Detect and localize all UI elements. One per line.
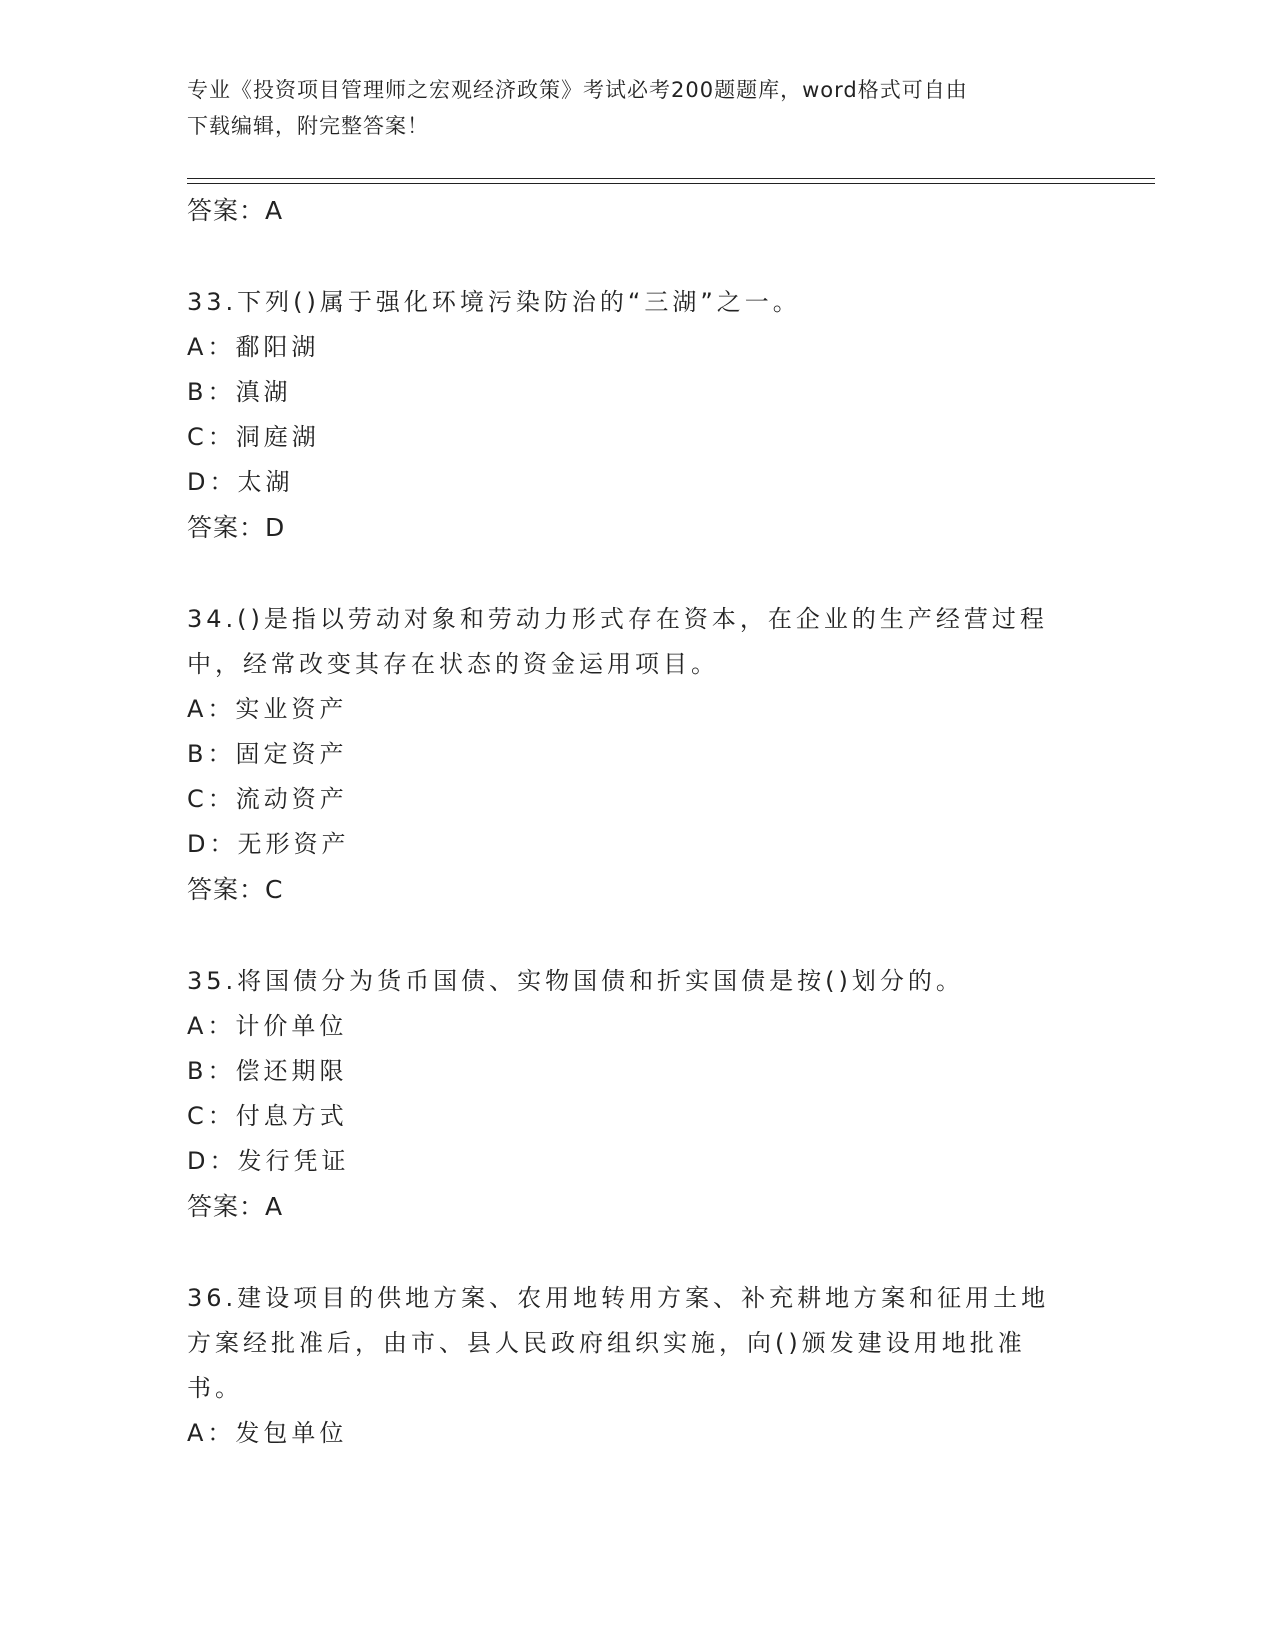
answer-line: 答案：A: [187, 1192, 284, 1221]
header-line-1: 专业《投资项目管理师之宏观经济政策》考试必考200题题库，word格式可自由: [187, 78, 968, 102]
question-stem-line-2: 中，经常改变其存在状态的资金运用项目。: [187, 650, 719, 678]
option-a: A：发包单位: [187, 1419, 348, 1447]
option-a: A：鄱阳湖: [187, 333, 320, 361]
option-c: C：洞庭湖: [187, 423, 320, 451]
answer-line: 答案：C: [187, 875, 284, 904]
option-d: D：发行凭证: [187, 1147, 350, 1175]
question-stem-line-3: 书。: [187, 1374, 243, 1402]
header-line-2: 下载编辑，附完整答案！: [187, 114, 429, 138]
question-list: [187, 188, 1087, 1456]
option-b: B：偿还期限: [187, 1057, 348, 1085]
option-d: D：太湖: [187, 468, 294, 496]
question-33: [187, 280, 1087, 550]
option-a: A：实业资产: [187, 695, 348, 723]
question-stem: 35.将国债分为货币国债、实物国债和折实国债是按()划分的。: [187, 967, 964, 995]
header-rule-top: [187, 178, 1155, 179]
option-c: C：流动资产: [187, 785, 348, 813]
question-36: [187, 1276, 1087, 1456]
question-stem-line-1: 36.建设项目的供地方案、农用地转用方案、补充耕地方案和征用土地: [187, 1284, 1050, 1312]
option-b: B：固定资产: [187, 740, 348, 768]
question-35: [187, 959, 1087, 1229]
previous-answer: 答案：A: [187, 196, 284, 225]
question-stem-line-1: 34.()是指以劳动对象和劳动力形式存在资本，在企业的生产经营过程: [187, 605, 1048, 633]
option-c: C：付息方式: [187, 1102, 348, 1130]
header-rule-bottom: [187, 183, 1155, 184]
question-stem-line-2: 方案经批准后，由市、县人民政府组织实施，向()颁发建设用地批准: [187, 1329, 1026, 1357]
question-stem: 33.下列()属于强化环境污染防治的“三湖”之一。: [187, 288, 801, 316]
answer-line: 答案：D: [187, 513, 286, 542]
option-d: D：无形资产: [187, 830, 350, 858]
option-a: A：计价单位: [187, 1012, 348, 1040]
document-header: [187, 72, 1067, 144]
question-34: [187, 597, 1087, 912]
option-b: B：滇湖: [187, 378, 292, 406]
